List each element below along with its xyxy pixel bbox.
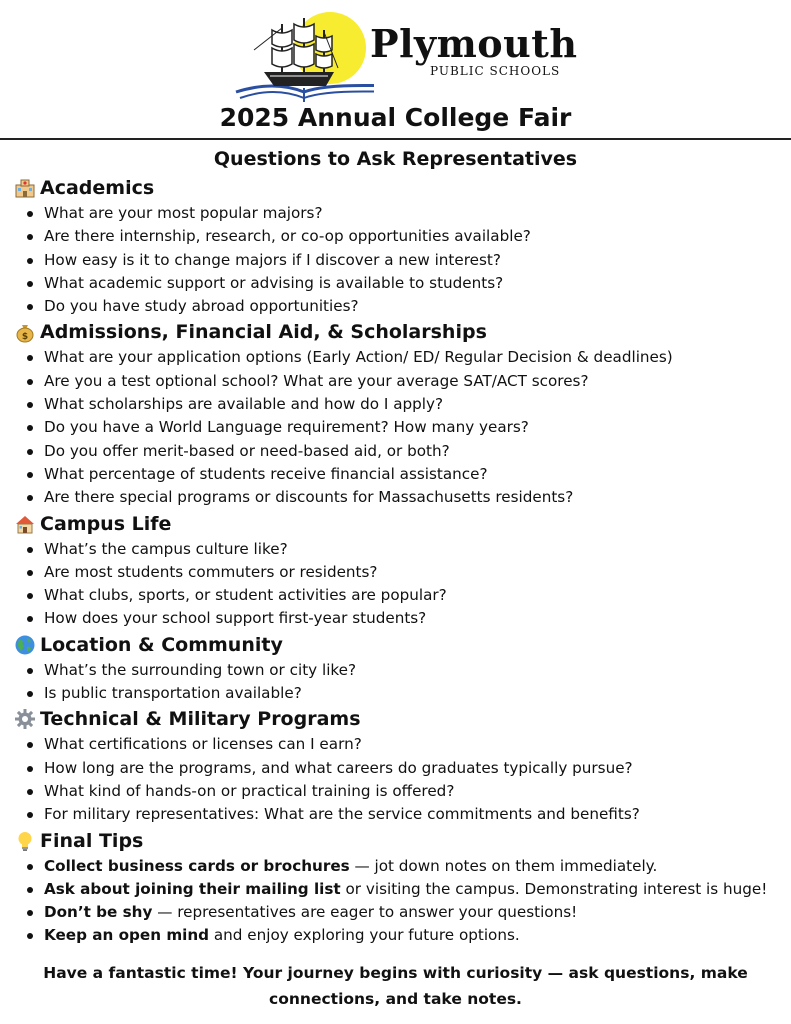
list-item: What are your application options (Early Action/ ED/ Regular Decision & deadlines)	[14, 346, 784, 369]
gear-icon	[14, 708, 36, 730]
list-item: What’s the surrounding town or city like?	[14, 659, 784, 682]
tip-rest: and enjoy exploring your future options.	[209, 926, 520, 945]
list-item: What scholarships are available and how do I apply?	[14, 393, 784, 416]
section-heading	[14, 827, 784, 855]
question-list	[14, 202, 784, 318]
section-heading	[14, 318, 784, 346]
content	[14, 174, 784, 948]
tip-rest: or visiting the campus. Demonstrating interest is huge!	[340, 879, 768, 898]
list-item: How does your school support first-year students?	[14, 607, 784, 630]
list-item: What clubs, sports, or student activities are popular?	[14, 584, 784, 607]
house-icon	[14, 513, 36, 535]
tip-item	[14, 924, 784, 947]
list-item: Is public transportation available?	[14, 682, 784, 705]
section-heading	[14, 174, 784, 202]
tips-list	[14, 855, 784, 948]
page-subtitle: Questions to Ask Representatives	[213, 148, 578, 170]
list-item: How long are the programs, and what careers do graduates typically pursue?	[14, 757, 784, 780]
tip-bold: Collect business cards or brochures	[44, 856, 350, 875]
tip-bold: Keep an open mind	[44, 926, 210, 945]
list-item: What percentage of students receive financial assistance?	[14, 463, 784, 486]
globe-icon	[14, 634, 36, 656]
list-item: What are your most popular majors?	[14, 202, 784, 225]
page-title: 2025 Annual College Fair	[219, 103, 572, 132]
section-heading	[14, 705, 784, 733]
tip-bold: Ask about joining their mailing list	[44, 879, 341, 898]
ship-book-logo-icon	[234, 10, 374, 105]
list-item: Are there internship, research, or co-op opportunities available?	[14, 225, 784, 248]
list-item: Do you offer merit-based or need-based aid, or both?	[14, 440, 784, 463]
section-heading-text: Technical & Military Programs	[40, 708, 361, 731]
question-list	[14, 733, 784, 826]
tip-item	[14, 855, 784, 878]
footer-message: Have a fantastic time! Your journey begins with curiosity — ask questions, make connections, and take notes.	[43, 964, 748, 1008]
list-item: Are you a test optional school? What are your average SAT/ACT scores?	[14, 370, 784, 393]
tip-item	[14, 878, 784, 901]
tip-rest: — representatives are eager to answer your questions!	[152, 903, 578, 922]
list-item: For military representatives: What are the service commitments and benefits?	[14, 803, 784, 826]
list-item: What academic support or advising is available to students?	[14, 272, 784, 295]
question-list	[14, 659, 784, 706]
section-heading	[14, 510, 784, 538]
section-heading	[14, 631, 784, 659]
list-item: Do you have study abroad opportunities?	[14, 295, 784, 318]
lightbulb-icon	[14, 830, 36, 852]
list-item: What’s the campus culture like?	[14, 538, 784, 561]
svg-text:$: $	[21, 332, 29, 343]
list-item: What kind of hands-on or practical training is offered?	[14, 780, 784, 803]
section-heading-text: Location & Community	[40, 633, 283, 656]
tip-bold: Don’t be shy	[44, 903, 153, 922]
section-heading-text: Final Tips	[40, 829, 144, 852]
school-logo	[0, 0, 791, 108]
question-list	[14, 538, 784, 631]
question-list	[14, 346, 784, 509]
money-bag-icon	[14, 321, 36, 343]
tip-rest: — jot down notes on them immediately.	[349, 856, 658, 875]
brand-subtitle: PUBLIC SCHOOLS	[430, 64, 561, 78]
tip-item	[14, 901, 784, 924]
school-building-icon	[14, 177, 36, 199]
header-divider	[0, 138, 791, 140]
section-heading-text: Campus Life	[40, 512, 172, 535]
list-item: Are there special programs or discounts for Massachusetts residents?	[14, 486, 784, 509]
list-item: Do you have a World Language requirement? How many years?	[14, 416, 784, 439]
list-item: How easy is it to change majors if I discover a new interest?	[14, 249, 784, 272]
section-heading-text: Admissions, Financial Aid, & Scholarships	[40, 321, 487, 344]
section-heading-text: Academics	[40, 177, 155, 199]
list-item: What certifications or licenses can I earn?	[14, 733, 784, 756]
list-item: Are most students commuters or residents?	[14, 561, 784, 584]
brand-name: Plymouth	[370, 21, 578, 66]
